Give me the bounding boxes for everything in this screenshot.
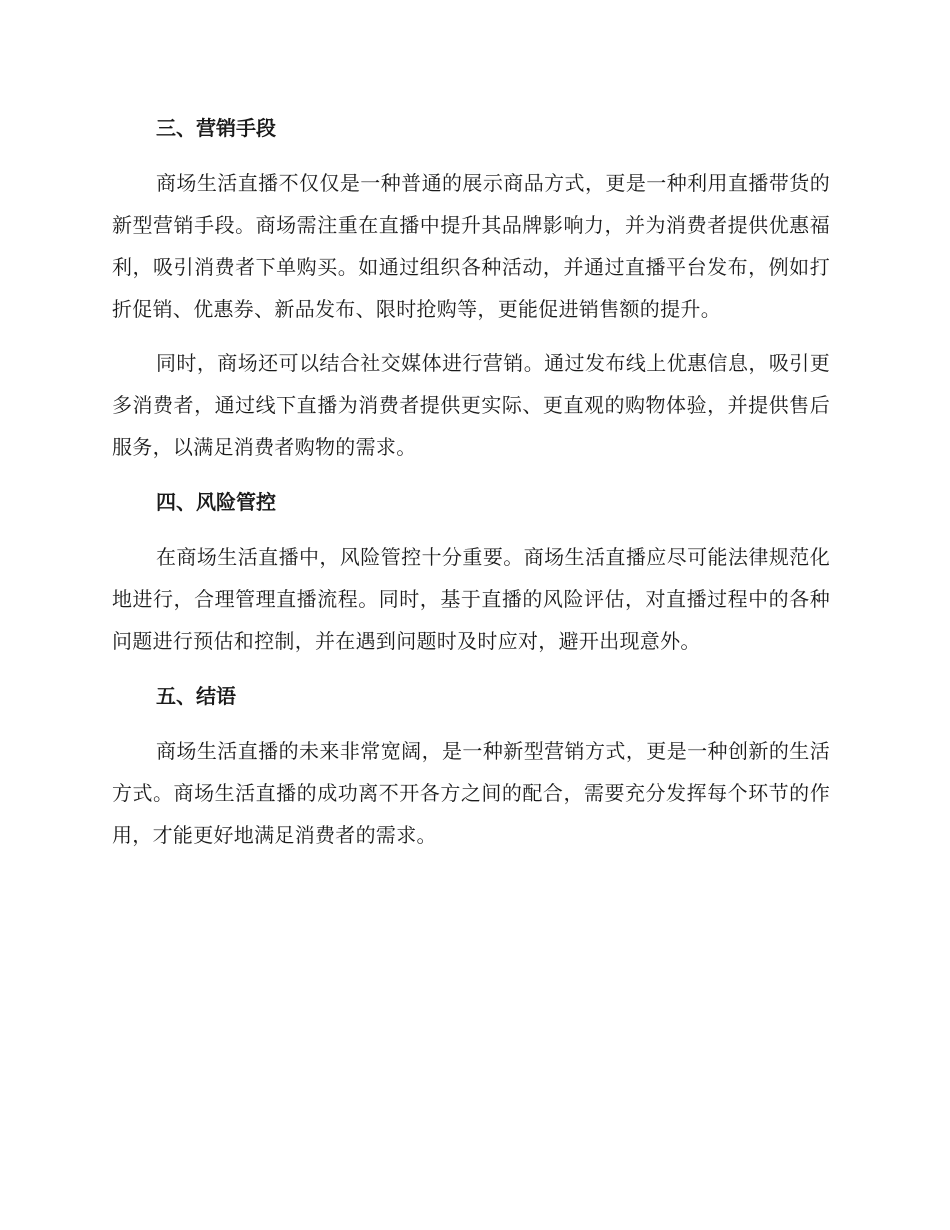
document-page: [112, 110, 830, 868]
section-heading: 五、结语: [156, 684, 236, 708]
section-heading: 三、营销手段: [156, 116, 276, 140]
paragraph: 商场生活直播的未来非常宽阔，是一种新型营销方式，更是一种创新的生活方式。商场生活直播的成功离不开各方之间的配合，需要充分发挥每个环节的作用，才能更好地满足消费者的需求。: [112, 739, 830, 847]
section-heading: 四、风险管控: [156, 490, 276, 514]
paragraph: 在商场生活直播中，风险管控十分重要。商场生活直播应尽可能法律规范化地进行，合理管理直播流程。同时，基于直播的风险评估，对直播过程中的各种问题进行预估和控制，并在遇到问题时及时应对，避开出现意外。: [112, 545, 830, 653]
paragraph: 商场生活直播不仅仅是一种普通的展示商品方式，更是一种利用直播带货的新型营销手段。商场需注重在直播中提升其品牌影响力，并为消费者提供优惠福利，吸引消费者下单购买。如通过组织各种活动，并通过直播平台发布，例如打折促销、优惠券、新品发布、限时抢购等，更能促进销售额的提升。: [112, 171, 830, 321]
section-risk-control: [112, 484, 830, 662]
paragraph: 同时，商场还可以结合社交媒体进行营销。通过发布线上优惠信息，吸引更多消费者，通过线下直播为消费者提供更实际、更直观的购物体验，并提供售后服务，以满足消费者购物的需求。: [112, 351, 830, 459]
section-conclusion: [112, 678, 830, 856]
section-marketing: [112, 110, 830, 468]
